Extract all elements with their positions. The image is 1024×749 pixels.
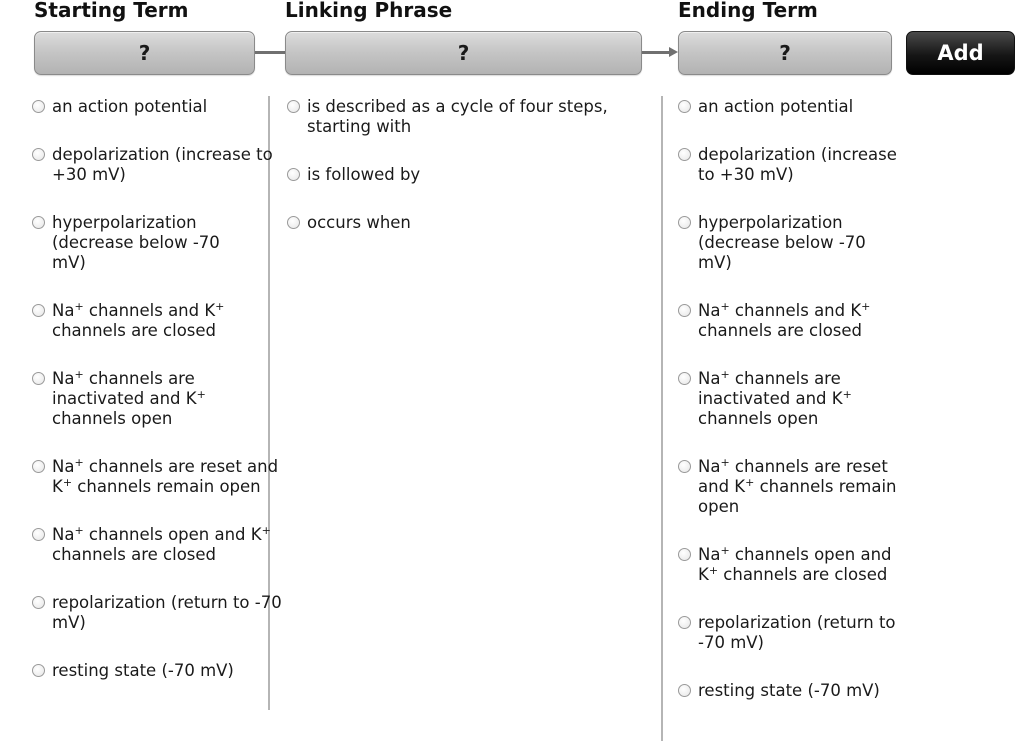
radio-button-icon[interactable]: [32, 100, 45, 113]
ion-charge: +: [720, 456, 730, 469]
ending-option-resting-state[interactable]: [678, 681, 898, 701]
option-label: an action potential: [52, 97, 208, 116]
radio-button-icon[interactable]: [287, 168, 300, 181]
ion-charge: +: [720, 368, 730, 381]
option-label-part: channels remain open: [698, 477, 897, 516]
linking-phrase-header: Linking Phrase: [285, 0, 453, 22]
ion-charge: +: [74, 456, 84, 469]
option-label: repolarization (return to -70 mV): [52, 593, 282, 632]
option-label: [698, 369, 852, 428]
ion-charge: +: [62, 476, 73, 489]
option-label-part: channels are inactivated and K: [52, 369, 197, 408]
ion-charge: +: [74, 300, 84, 313]
option-label: hyperpolarization (decrease below -70 mV): [698, 213, 866, 272]
ending-option-channels-inactivated[interactable]: [678, 369, 898, 429]
radio-button-icon[interactable]: [287, 100, 300, 113]
option-label: [52, 525, 271, 564]
add-button[interactable]: Add: [906, 31, 1015, 75]
option-label-part: channels and K: [83, 301, 216, 320]
starting-option-channels-reset[interactable]: [32, 457, 282, 497]
column-divider-right: [661, 96, 663, 741]
radio-button-icon[interactable]: [32, 596, 45, 609]
starting-option-channels-inactivated[interactable]: [32, 369, 252, 429]
ending-option-hyperpolarization[interactable]: [678, 213, 898, 273]
starting-option-channels-open[interactable]: [32, 525, 282, 565]
option-label-part: channels are closed: [52, 545, 217, 564]
radio-button-icon[interactable]: [32, 304, 45, 317]
linking-phrase-options: [287, 97, 652, 233]
ion-label: Na: [698, 369, 721, 388]
ion-label: Na: [698, 457, 721, 476]
option-label: [52, 369, 206, 428]
radio-button-icon[interactable]: [678, 460, 691, 473]
ending-option-channels-closed[interactable]: [678, 301, 898, 341]
radio-button-icon[interactable]: [32, 216, 45, 229]
ion-label: Na: [698, 301, 721, 320]
radio-button-icon[interactable]: [32, 460, 45, 473]
option-label-part: channels open and K: [698, 545, 892, 584]
starting-option-resting-state[interactable]: [32, 661, 288, 681]
option-label: resting state (-70 mV): [52, 661, 234, 680]
option-label-part: channels open and K: [83, 525, 262, 544]
starting-option-depolarization[interactable]: [32, 145, 292, 185]
option-label-part: channels remain open: [72, 477, 261, 496]
starting-term-header: Starting Term: [34, 0, 189, 22]
option-label: [52, 457, 278, 496]
ion-label: Na: [52, 301, 75, 320]
linking-option-followed-by[interactable]: [287, 165, 652, 185]
option-label-part: channels are closed: [52, 321, 217, 340]
option-label-part: channels open: [52, 409, 173, 428]
connector-arrow-line: [642, 51, 670, 54]
option-label: resting state (-70 mV): [698, 681, 880, 700]
option-label: repolarization (return to -70 mV): [698, 613, 896, 652]
ion-label: Na: [52, 457, 75, 476]
ending-option-channels-open[interactable]: [678, 545, 898, 585]
ion-charge: +: [261, 524, 271, 537]
option-label-part: channels are closed: [698, 321, 863, 340]
option-label-part: channels are closed: [718, 565, 888, 584]
radio-button-icon[interactable]: [678, 616, 691, 629]
option-label: an action potential: [698, 97, 854, 116]
radio-button-icon[interactable]: [678, 148, 691, 161]
ion-charge: +: [215, 300, 225, 313]
option-label-part: channels and K: [729, 301, 862, 320]
ion-charge: +: [196, 388, 206, 401]
ending-option-channels-reset[interactable]: [678, 457, 898, 517]
option-label-part: channels are reset and K: [698, 457, 888, 496]
radio-button-icon[interactable]: [678, 548, 691, 561]
starting-option-hyperpolarization[interactable]: [32, 213, 252, 273]
arrow-right-icon: [669, 47, 678, 57]
option-label: occurs when: [307, 213, 411, 232]
ion-charge: +: [74, 524, 84, 537]
ion-label: Na: [698, 545, 721, 564]
ion-charge: +: [708, 564, 719, 577]
ending-term-slot[interactable]: ?: [678, 31, 892, 75]
radio-button-icon[interactable]: [678, 304, 691, 317]
ending-term-options: [678, 97, 913, 701]
radio-button-icon[interactable]: [32, 528, 45, 541]
radio-button-icon[interactable]: [32, 148, 45, 161]
ending-option-action-potential[interactable]: [678, 97, 898, 117]
radio-button-icon[interactable]: [32, 372, 45, 385]
linking-option-occurs-when[interactable]: [287, 213, 652, 233]
option-label: [698, 545, 892, 584]
option-label: hyperpolarization (decrease below -70 mV): [52, 213, 220, 272]
option-label: [698, 301, 870, 340]
connector-line: [255, 51, 285, 54]
radio-button-icon[interactable]: [678, 216, 691, 229]
starting-option-channels-closed[interactable]: [32, 301, 252, 341]
radio-button-icon[interactable]: [287, 216, 300, 229]
starting-option-repolarization[interactable]: [32, 593, 282, 633]
ion-label: Na: [52, 369, 75, 388]
radio-button-icon[interactable]: [32, 664, 45, 677]
option-label-part: channels are inactivated and K: [698, 369, 843, 408]
ion-charge: +: [720, 544, 730, 557]
starting-term-options: [32, 97, 292, 681]
ion-charge: +: [720, 300, 730, 313]
option-label: depolarization (increase to +30 mV): [698, 145, 897, 184]
radio-button-icon[interactable]: [678, 100, 691, 113]
option-label: [52, 301, 224, 340]
option-label: is described as a cycle of four steps, starting with: [307, 97, 608, 136]
linking-option-cycle[interactable]: [287, 97, 652, 137]
radio-button-icon[interactable]: [678, 372, 691, 385]
option-label: depolarization (increase to +30 mV): [52, 145, 273, 184]
ion-charge: +: [861, 300, 871, 313]
starting-option-action-potential[interactable]: [32, 97, 292, 117]
ending-option-depolarization[interactable]: [678, 145, 898, 185]
option-label-part: channels open: [698, 409, 819, 428]
ending-option-repolarization[interactable]: [678, 613, 913, 653]
ion-charge: +: [745, 476, 755, 489]
ending-term-header: Ending Term: [678, 0, 818, 22]
option-label: is followed by: [307, 165, 421, 184]
linking-phrase-slot[interactable]: ?: [285, 31, 642, 75]
ion-label: Na: [52, 525, 75, 544]
ion-charge: +: [74, 368, 84, 381]
starting-term-slot[interactable]: ?: [34, 31, 255, 75]
radio-button-icon[interactable]: [678, 684, 691, 697]
option-label-part: channels are reset and K: [52, 457, 279, 496]
ion-charge: +: [842, 388, 852, 401]
option-label: [698, 457, 897, 516]
